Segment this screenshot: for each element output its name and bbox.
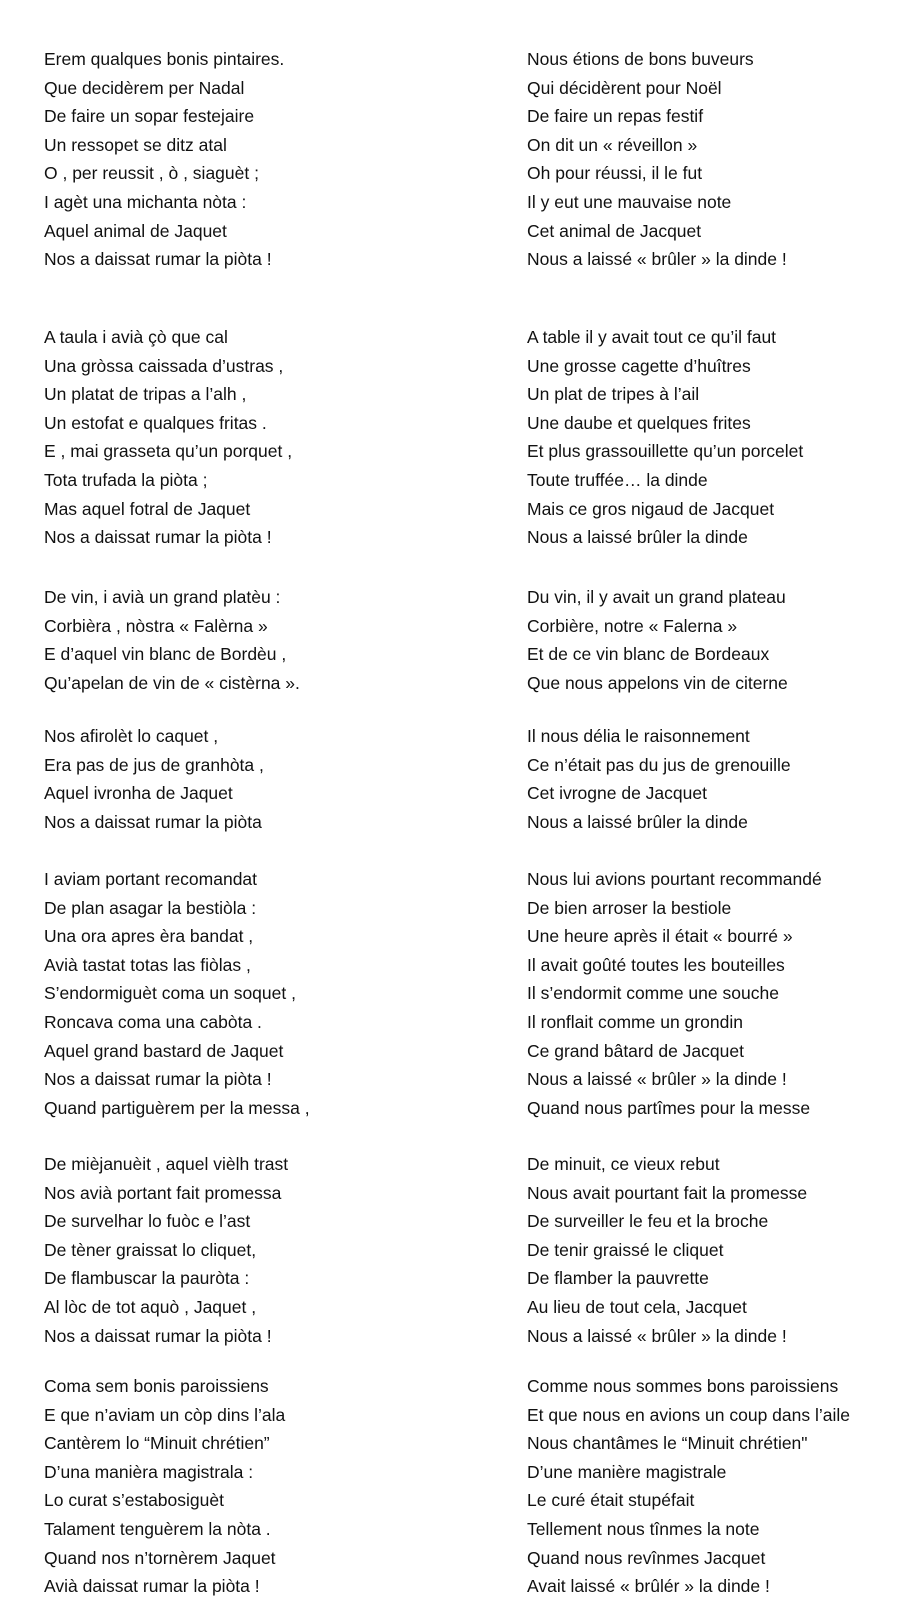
right-verse-line: Il avait goûté toutes les bouteilles bbox=[527, 954, 785, 975]
left-verse-line: Una ora apres èra bandat , bbox=[44, 926, 254, 947]
left-verse-line: I aviam portant recomandat bbox=[44, 869, 258, 889]
left-verse-line: Coma sem bonis paroissiens bbox=[44, 1376, 269, 1396]
right-verse-line: On dit un « réveillon » bbox=[527, 134, 698, 155]
left-verse-line: Cantèrem lo “Minuit chrétien” bbox=[44, 1433, 270, 1454]
right-verse-line: Mais ce gros nigaud de Jacquet bbox=[527, 498, 775, 519]
right-verse-line: Tellement nous tînmes la note bbox=[527, 1518, 760, 1539]
right-verse-line: De surveiller le feu et la broche bbox=[527, 1211, 769, 1232]
right-verse-line: Et de ce vin blanc de Bordeaux bbox=[527, 644, 770, 665]
right-verse-line: Toute truffée… la dinde bbox=[527, 469, 708, 490]
left-verse-line: Aquel ivronha de Jaquet bbox=[44, 783, 233, 804]
left-verse-line: Una gròssa caissada d’ustras , bbox=[44, 355, 284, 376]
right-verse-line: Nous étions de bons buveurs bbox=[527, 49, 754, 69]
right-verse-line: Avait laissé « brûlér » la dinde ! bbox=[527, 1576, 770, 1597]
left-verse-line: O , per reussit , ò , siaguèt ; bbox=[44, 163, 259, 184]
left-verse-line: Era pas de jus de granhòta , bbox=[44, 754, 264, 775]
left-verse-line: S’endormiguèt coma un soquet , bbox=[44, 983, 296, 1004]
left-verse-line: Avià daissat rumar la piòta ! bbox=[44, 1576, 260, 1597]
right-verse-line: Au lieu de tout cela, Jacquet bbox=[527, 1296, 747, 1317]
right-stanza bbox=[527, 1150, 807, 1350]
right-verse-line: Et plus grassouillette qu’un porcelet bbox=[527, 441, 804, 462]
right-verse-line: Ce n’était pas du jus de grenouille bbox=[527, 754, 791, 775]
left-verse-line: Qu’apelan de vin de « cistèrna ». bbox=[44, 672, 300, 693]
left-verse-line: Que decidèrem per Nadal bbox=[44, 77, 245, 98]
right-verse-line: Il y eut une mauvaise note bbox=[527, 191, 732, 212]
left-verse-line: E que n’aviam un còp dins l’ala bbox=[44, 1404, 286, 1425]
left-verse-line: De tèner graissat lo cliquet, bbox=[44, 1239, 257, 1260]
right-verse-line: Ce grand bâtard de Jacquet bbox=[527, 1040, 744, 1061]
left-verse-line: Roncava coma una cabòta . bbox=[44, 1011, 262, 1032]
right-verse-line: D’une manière magistrale bbox=[527, 1461, 727, 1482]
right-stanza bbox=[527, 583, 788, 697]
right-verse-line: De flamber la pauvrette bbox=[527, 1268, 709, 1289]
left-stanza bbox=[44, 1372, 285, 1601]
left-verse-line: Nos a daissat rumar la piòta ! bbox=[44, 249, 272, 270]
left-verse-line: D’una manièra magistrala : bbox=[44, 1461, 254, 1482]
left-verse-line: Nos a daissat rumar la piòta bbox=[44, 811, 262, 832]
right-verse-line: De faire un repas festif bbox=[527, 106, 704, 127]
left-verse-line: De mièjanuèit , aquel vièlh trast bbox=[44, 1154, 289, 1174]
left-verse-line: Nos afirolèt lo caquet , bbox=[44, 726, 219, 746]
right-verse-line: Nous a laissé « brûler » la dinde ! bbox=[527, 1325, 787, 1346]
right-verse-line: Une heure après il était « bourré » bbox=[527, 926, 793, 947]
right-verse-line: Un plat de tripes à l’ail bbox=[527, 384, 700, 405]
left-stanza bbox=[44, 323, 292, 552]
right-stanza bbox=[527, 722, 791, 836]
right-verse-line: De tenir graissé le cliquet bbox=[527, 1239, 724, 1260]
right-stanza bbox=[527, 323, 803, 552]
left-verse-line: De vin, i avià un grand platèu : bbox=[44, 587, 281, 607]
right-verse-line: A table il y avait tout ce qu’il faut bbox=[527, 327, 777, 347]
left-verse-line: E , mai grasseta qu’un porquet , bbox=[44, 441, 293, 462]
right-verse-line: Du vin, il y avait un grand plateau bbox=[527, 587, 786, 607]
right-stanza bbox=[527, 1372, 850, 1601]
right-verse-line: Nous a laissé brûler la dinde bbox=[527, 811, 748, 832]
left-verse-line: Un platat de tripas a l’alh , bbox=[44, 384, 247, 405]
right-verse-line: Une grosse cagette d’huîtres bbox=[527, 355, 751, 376]
left-stanza bbox=[44, 45, 284, 274]
right-verse-line: Comme nous sommes bons paroissiens bbox=[527, 1376, 839, 1396]
left-stanza bbox=[44, 865, 310, 1122]
left-verse-line: Corbièra , nòstra « Falèrna » bbox=[44, 615, 268, 636]
left-verse-line: E d’aquel vin blanc de Bordèu , bbox=[44, 644, 287, 665]
right-stanza bbox=[527, 45, 787, 274]
left-verse-line: Un estofat e qualques fritas . bbox=[44, 412, 267, 433]
right-verse-line: Il s’endormit comme une souche bbox=[527, 983, 779, 1004]
left-verse-line: Quand partiguèrem per la messa , bbox=[44, 1097, 310, 1118]
left-verse-line: Quand nos n’tornèrem Jaquet bbox=[44, 1547, 276, 1568]
right-verse-line: De minuit, ce vieux rebut bbox=[527, 1154, 720, 1174]
left-verse-line: De faire un sopar festejaire bbox=[44, 106, 255, 127]
right-verse-line: Quand nous partîmes pour la messe bbox=[527, 1097, 811, 1118]
left-stanza bbox=[44, 583, 300, 697]
right-verse-line: De bien arroser la bestiole bbox=[527, 897, 732, 918]
right-stanza bbox=[527, 865, 822, 1122]
right-verse-line: Nous a laissé brûler la dinde bbox=[527, 527, 748, 548]
left-verse-line: Mas aquel fotral de Jaquet bbox=[44, 498, 251, 519]
left-verse-line: Al lòc de tot aquò , Jaquet , bbox=[44, 1296, 257, 1317]
right-verse-line: Il nous délia le raisonnement bbox=[527, 726, 750, 746]
left-verse-line: Nos a daissat rumar la piòta ! bbox=[44, 527, 272, 548]
left-verse-line: Avià tastat totas las fiòlas , bbox=[44, 954, 251, 975]
left-verse-line: Nos a daissat rumar la piòta ! bbox=[44, 1325, 272, 1346]
left-verse-line: I agèt una michanta nòta : bbox=[44, 191, 247, 212]
left-verse-line: Aquel grand bastard de Jaquet bbox=[44, 1040, 284, 1061]
left-verse-line: A taula i avià çò que cal bbox=[44, 327, 228, 347]
right-verse-line: Nous a laissé « brûler » la dinde ! bbox=[527, 1069, 787, 1090]
left-verse-line: Aquel animal de Jaquet bbox=[44, 220, 227, 241]
left-verse-line: Tota trufada la piòta ; bbox=[44, 469, 208, 490]
left-verse-line: De plan asagar la bestiòla : bbox=[44, 897, 257, 918]
right-verse-line: Il ronflait comme un grondin bbox=[527, 1011, 743, 1032]
left-verse-line: De survelhar lo fuòc e l’ast bbox=[44, 1211, 251, 1232]
right-verse-line: Cet animal de Jacquet bbox=[527, 220, 702, 241]
right-verse-line: Nous avait pourtant fait la promesse bbox=[527, 1182, 808, 1203]
left-verse-line: Lo curat s’estabosiguèt bbox=[44, 1490, 224, 1511]
right-verse-line: Le curé était stupéfait bbox=[527, 1490, 695, 1511]
right-verse-line: Une daube et quelques frites bbox=[527, 412, 751, 433]
left-verse-line: De flambuscar la pauròta : bbox=[44, 1268, 250, 1289]
right-verse-line: Quand nous revînmes Jacquet bbox=[527, 1547, 766, 1568]
right-verse-line: Oh pour réussi, il le fut bbox=[527, 163, 703, 184]
left-stanza bbox=[44, 722, 264, 836]
right-verse-line: Et que nous en avions un coup dans l’aile bbox=[527, 1404, 851, 1425]
left-verse-line: Talament tenguèrem la nòta . bbox=[44, 1518, 271, 1539]
right-verse-line: Nous a laissé « brûler » la dinde ! bbox=[527, 249, 787, 270]
left-verse-line: Erem qualques bonis pintaires. bbox=[44, 49, 285, 69]
left-verse-line: Nos a daissat rumar la piòta ! bbox=[44, 1069, 272, 1090]
right-verse-line: Cet ivrogne de Jacquet bbox=[527, 783, 707, 804]
right-verse-line: Nous chantâmes le “Minuit chrétien" bbox=[527, 1433, 808, 1454]
left-verse-line: Un ressopet se ditz atal bbox=[44, 134, 227, 155]
right-verse-line: Nous lui avions pourtant recommandé bbox=[527, 869, 822, 889]
right-verse-line: Que nous appelons vin de citerne bbox=[527, 672, 788, 693]
right-verse-line: Qui décidèrent pour Noël bbox=[527, 77, 722, 98]
left-stanza bbox=[44, 1150, 288, 1350]
right-verse-line: Corbière, notre « Falerna » bbox=[527, 615, 738, 636]
left-verse-line: Nos avià portant fait promessa bbox=[44, 1182, 282, 1203]
